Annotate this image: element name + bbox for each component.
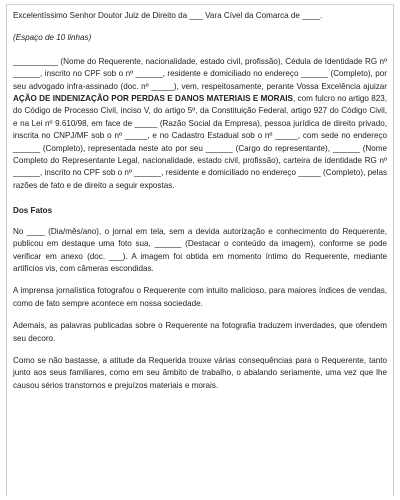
page-border-top [6,4,394,17]
facts-paragraph-3: Ademais, as palavras publicadas sobre o Requerente na fotografia traduzem inverdades, que ofendem seu decoro. [13,321,387,343]
space-note: (Espaço de 10 linhas) [13,33,92,43]
facts-paragraph-4: Como se não bastasse, a atitude da Requerida trouxe várias consequências para o Requerente, tanto junto aos seus familiares, como em seu âmbito de trabalho, o abalando seriamente, uma vez que lhe causou sérios transtornos e prejuízos materiais e morais. [13,355,387,390]
section-title-facts: Dos Fatos [13,206,53,216]
facts-paragraph-1: No ____ (Dia/mês/ano), o jornal em tela, sem a devida autorização e conhecimento do Requerente, publicou em destaque uma foto sua, ______ (Destacar o conteúdo da imagem), conforme se pode verificar em anexo (doc. ___). A imagem foi obtida em momento íntimo do Requerente, mediante artifícios vis, com câmeras escondidas. [13,226,387,273]
petition-header: Excelentíssimo Senhor Doutor Juiz de Direito da ___ Vara Cível da Comarca de ____. [13,11,323,20]
qualification-paragraph [13,56,387,192]
qualification-text-start: __________ (Nome do Requerente, nacionalidade, estado civil, profissão), Cédula de Identidade RG nº ______, inscrito no CPF sob o nº ______, residente e domiciliado no endereço ______ (Completo), por seu advogado infra-assinado (doc. nº _____), vem, respeitosamente, perante Vossa Excelência ajuizar [13,56,387,91]
facts-paragraph-2: A imprensa jornalística fotografou o Requerente com intuito malicioso, para maiores índices de vendas, como de fato sempre acontece em nossa sociedade. [13,286,387,308]
page-border-left [6,4,7,496]
action-title: AÇÃO DE INDENIZAÇÃO POR PERDAS E DANOS MATERIAIS E MORAIS [13,94,293,104]
page-border-right [393,4,394,496]
qualification-text-end: , com fulcro no artigo 823, do Código de Processo Civil, inciso V, do artigo 5º, da Constituição Federal, artigo 927 do Código Civil, e na Lei nº 9.610/98, em face de _____ (Razão Social da Empresa), pessoa jurídica de direito privado, inscrita no CNPJ/MF sob o nº _____, e no Cadastro Estadual sob o nº _____, com sede no endereço ______ (Completo), representada neste ato por seu ______ (Cargo do representante), ______ (Nome Completo do Representante Legal, nacionalidade, estado civil, profissão), carteira de identidade RG nº ______, inscrito no CPF sob o nº ______, residente e domiciliado no endereço _____ (Completo), pelas razões de fato e de direito a seguir expostas. [13,94,387,190]
